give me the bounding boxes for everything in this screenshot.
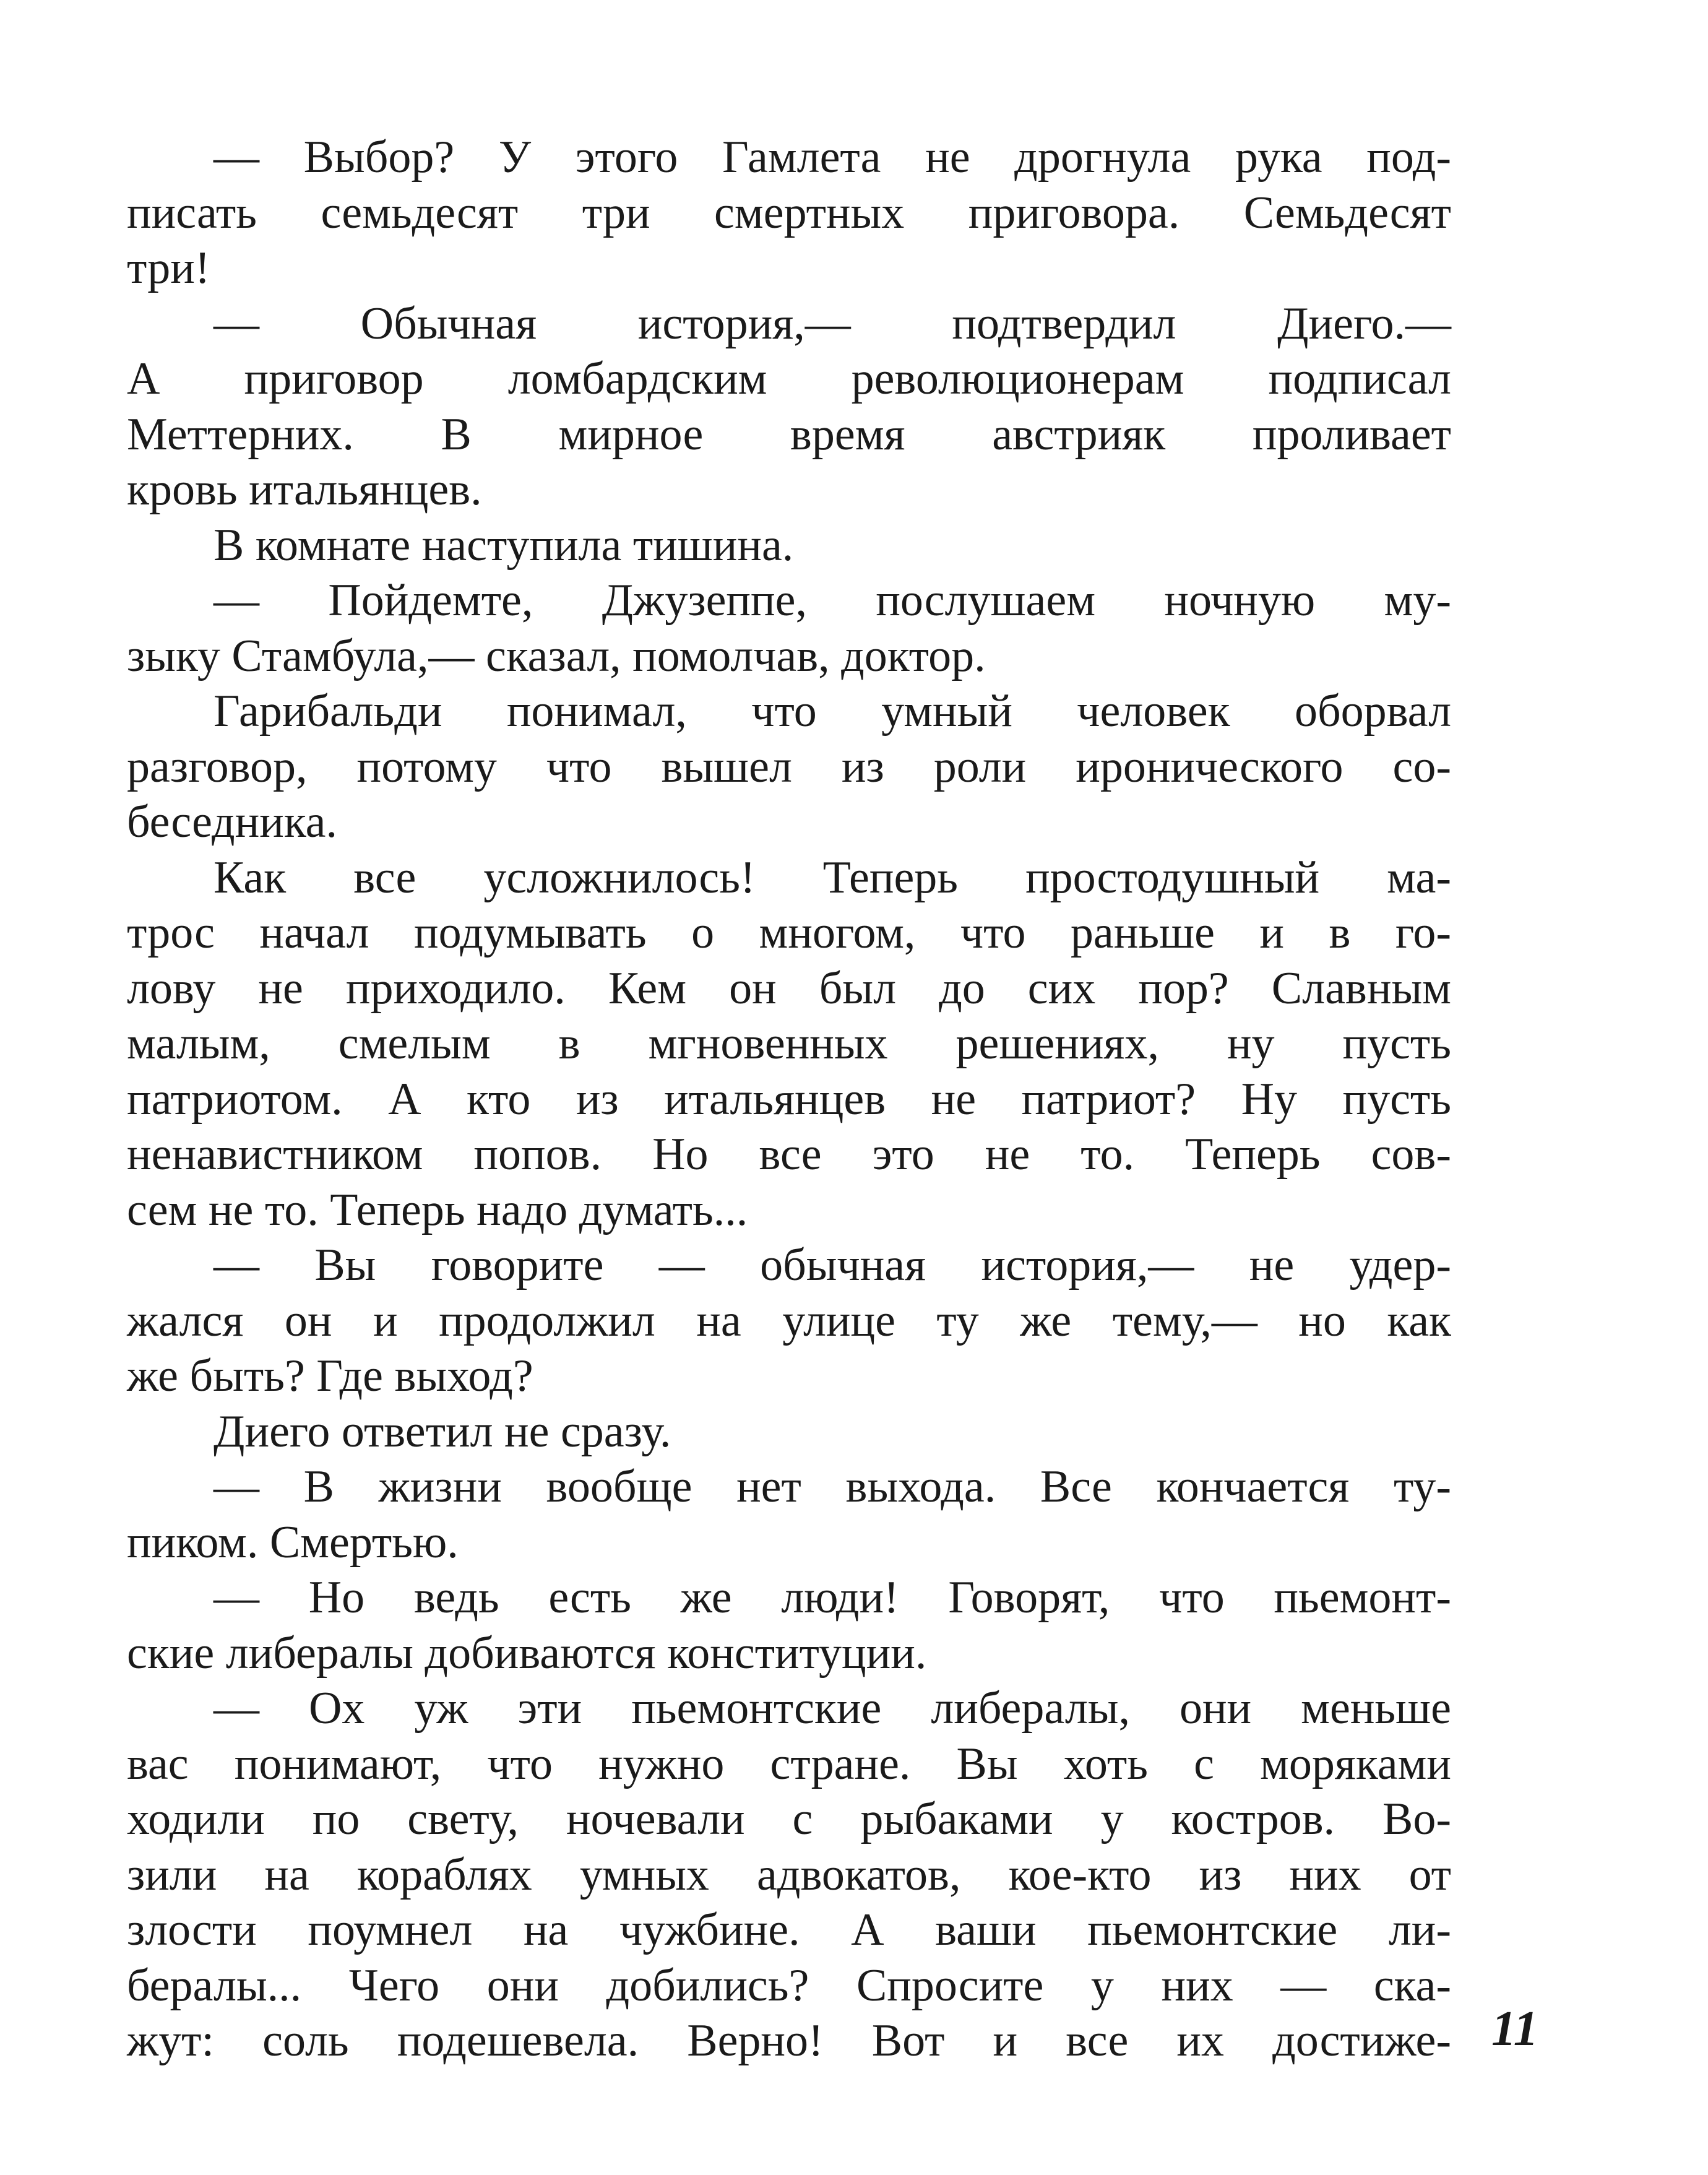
text-line: беседника.	[127, 797, 338, 847]
text-line: А приговор ломбардским революционерам подписал	[127, 353, 1451, 404]
text-line: — Обычная история,— подтвердил Диего.—	[214, 298, 1451, 349]
text-line: ненавистником попов. Но все это не то. Теперь сов-	[127, 1129, 1451, 1180]
text-line: ские либералы добиваются конституции.	[127, 1627, 927, 1679]
text-line: Диего ответил не сразу.	[214, 1406, 671, 1457]
text-line: три!	[127, 243, 210, 293]
text-line: трос начал подумывать о многом, что раньше и в го-	[127, 907, 1451, 958]
text-line: писать семьдесят три смертных приговора. Семьдесят	[127, 187, 1451, 238]
text-line: зили на кораблях умных адвокатов, кое-кто из них от	[127, 1849, 1451, 1900]
text-line: жался он и продолжил на улице ту же тему,— но как	[127, 1295, 1451, 1346]
text-line: же быть? Где выход?	[127, 1351, 533, 1401]
text-line: сем не то. Теперь надо думать...	[127, 1184, 748, 1235]
text-line: кровь итальянцев.	[127, 464, 482, 515]
text-line: злости поумнел на чужбине. А ваши пьемонтские ли-	[127, 1905, 1451, 1955]
text-line: В комнате наступила тишина.	[214, 519, 794, 571]
text-line: малым, смелым в мгновенных решениях, ну пусть	[127, 1018, 1451, 1069]
text-line: — Ох уж эти пьемонтские либералы, они меньше	[214, 1683, 1451, 1734]
text-line: Меттерних. В мирное время австрияк проливает	[127, 409, 1451, 460]
text-line: — Пойдемте, Джузеппе, послушаем ночную му-	[214, 575, 1451, 626]
text-line: Гарибальди понимал, что умный человек оборвал	[214, 686, 1451, 737]
text-line: ходили по свету, ночевали с рыбаками у костров. Во-	[127, 1794, 1451, 1844]
page-number: 11	[1491, 2002, 1538, 2056]
text-line: бералы... Чего они добились? Спросите у них — ска-	[127, 1960, 1451, 2011]
text-line: патриотом. А кто из итальянцев не патриот? Ну пусть	[127, 1073, 1451, 1125]
text-line: жут: соль подешевела. Верно! Вот и все их достиже-	[127, 2015, 1451, 2066]
text-line: лову не приходило. Кем он был до сих пор? Славным	[127, 962, 1451, 1014]
text-line: — Но ведь есть же люди! Говорят, что пьемонт-	[214, 1572, 1451, 1623]
text-line: — В жизни вообще нет выхода. Все кончается ту-	[214, 1461, 1451, 1512]
text-line: зыку Стамбула,— сказал, помолчав, доктор.	[127, 630, 986, 681]
text-line: — Выбор? У этого Гамлета не дрогнула рука под-	[214, 132, 1451, 183]
text-line: — Вы говорите — обычная история,— не удер-	[214, 1240, 1451, 1291]
text-line: вас понимают, что нужно стране. Вы хоть с моряками	[127, 1738, 1451, 1789]
text-line: пиком. Смертью.	[127, 1516, 459, 1568]
text-line: Как все усложнилось! Теперь простодушный ма-	[214, 852, 1451, 903]
body-text	[127, 130, 1451, 2069]
text-line: разговор, потому что вышел из роли иронического со-	[127, 741, 1451, 792]
